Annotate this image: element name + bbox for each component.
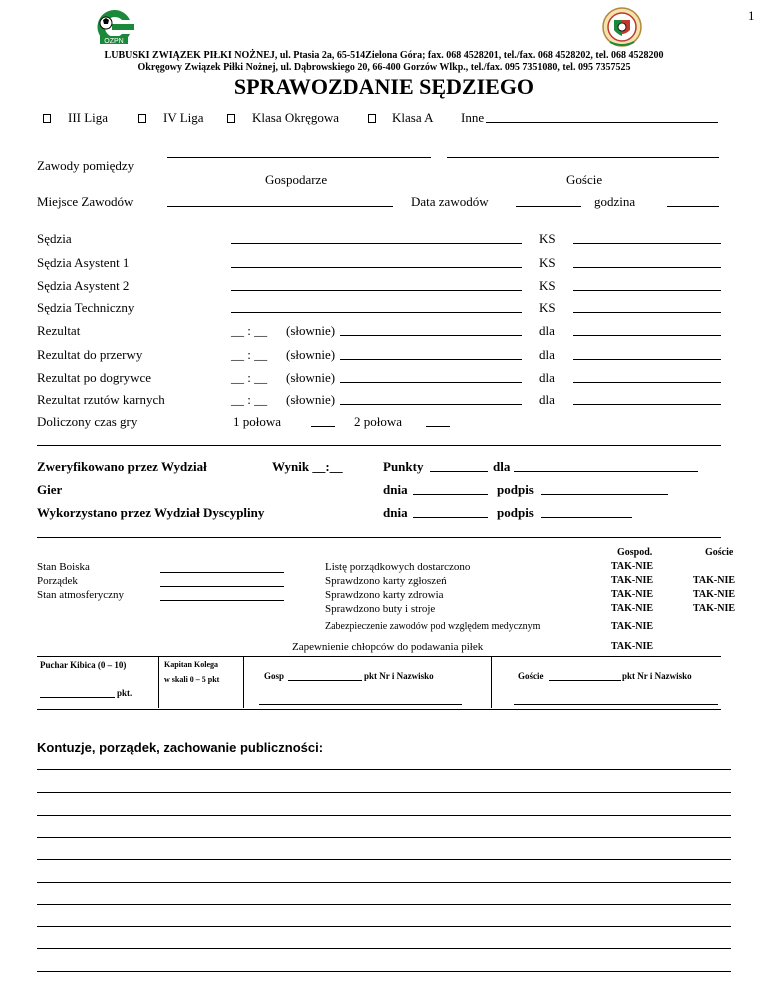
half1-field[interactable] — [311, 426, 335, 427]
godzina-field[interactable] — [667, 206, 719, 207]
godzina-label: godzina — [594, 194, 636, 209]
injuries-field-line[interactable] — [37, 926, 731, 927]
goscie-rating-name-field[interactable] — [514, 704, 718, 705]
punkty-dla-label: dla — [493, 459, 511, 474]
lzpn-crest-logo — [600, 6, 644, 48]
sedzia-label: Sędzia — [37, 231, 72, 246]
check-label-buty: Sprawdzono buty i stroje — [325, 603, 436, 615]
stan-boiska-label: Stan Boiska — [37, 561, 90, 573]
asystent2-field[interactable] — [231, 290, 522, 291]
gosp-rating-label: Gosp — [264, 671, 285, 681]
data-label: Data zawodów — [411, 194, 489, 209]
check-gosc-buty[interactable]: TAK-NIE — [693, 603, 736, 614]
injuries-field-line[interactable] — [37, 948, 731, 949]
karne-slownie: (słownie) — [286, 392, 336, 407]
przerwa-slownie-field[interactable] — [340, 359, 522, 360]
karne-dla: dla — [539, 392, 555, 407]
medical-value[interactable]: TAK-NIE — [611, 621, 654, 632]
punkty-label: Punkty — [383, 459, 424, 474]
gospod-header: Gospod. — [617, 547, 653, 558]
kapitan-scale-label: w skali 0 – 5 pkt — [164, 675, 220, 684]
zawody-label: Zawody pomiędzy — [37, 158, 135, 173]
header-line-2: Okręgowy Związek Piłki Nożnej, ul. Dąbrowskiego 20, 66-400 Gorzów Wlkp., tel./fax. 095 7351080, tel. 095 7357525 — [137, 62, 631, 73]
injuries-field-line[interactable] — [37, 815, 731, 816]
divider — [37, 537, 721, 538]
goscie-field[interactable] — [447, 157, 719, 158]
miejsce-label: Miejsce Zawodów — [37, 194, 134, 209]
ballboys-value[interactable]: TAK-NIE — [611, 641, 654, 652]
przerwa-score[interactable]: __ : __ — [231, 347, 268, 362]
rezultat-dla-field[interactable] — [573, 335, 721, 336]
rezultat-slownie-field[interactable] — [340, 335, 522, 336]
puchar-pkt-label: pkt. — [117, 688, 133, 698]
check-gosc-karty-zdrowia[interactable]: TAK-NIE — [693, 589, 736, 600]
league-checkbox-iv-liga[interactable] — [138, 114, 146, 123]
league-checkbox-iii-liga[interactable] — [43, 114, 51, 123]
kapitan-label: Kapitan Kolega — [164, 660, 219, 669]
ozpn-logo — [92, 8, 136, 46]
doliczony-label: Doliczony czas gry — [37, 414, 138, 429]
przerwa-dla-field[interactable] — [573, 359, 721, 360]
zweryfikowano-label: Zweryfikowano przez Wydział — [37, 459, 207, 474]
punkty-dla-field[interactable] — [514, 471, 698, 472]
gospodarze-label: Gospodarze — [265, 172, 328, 187]
goscie-rating-pkt-field[interactable] — [549, 680, 621, 681]
check-gosp-karty-zgloszen[interactable]: TAK-NIE — [611, 575, 654, 586]
karne-score[interactable]: __ : __ — [231, 392, 268, 407]
stan-boiska-field[interactable] — [160, 572, 284, 573]
league-checkbox-klasa-okregowa[interactable] — [227, 114, 235, 123]
asystent1-ks-field[interactable] — [573, 267, 721, 268]
dnia1-field[interactable] — [413, 494, 488, 495]
inne-field[interactable] — [486, 122, 718, 123]
injuries-field-line[interactable] — [37, 792, 731, 793]
check-label-porzadkowi: Listę porządkowych dostarczono — [325, 561, 471, 573]
dnia2-field[interactable] — [413, 517, 488, 518]
sedzia-ks-field[interactable] — [573, 243, 721, 244]
asystent1-ks-label: KS — [539, 255, 556, 270]
rezultat-score[interactable]: __ : __ — [231, 323, 268, 338]
dogrywka-dla-field[interactable] — [573, 382, 721, 383]
podpis2-label: podpis — [497, 505, 534, 520]
porzadek-field[interactable] — [160, 586, 284, 587]
dnia1-label: dnia — [383, 482, 408, 497]
half2-field[interactable] — [426, 426, 450, 427]
page-title: SPRAWOZDANIE SĘDZIEGO — [233, 74, 535, 99]
league-label-klasa-okregowa: Klasa Okręgowa — [252, 110, 339, 125]
injuries-field-line[interactable] — [37, 837, 731, 838]
stan-atmosferyczny-field[interactable] — [160, 600, 284, 601]
half1-label: 1 połowa — [233, 414, 282, 429]
dogrywka-score[interactable]: __ : __ — [231, 370, 268, 385]
podpis1-field[interactable] — [541, 494, 668, 495]
rezultat-slownie: (słownie) — [286, 323, 336, 338]
goscie-label: Goście — [566, 172, 603, 187]
check-gosp-karty-zdrowia[interactable]: TAK-NIE — [611, 589, 654, 600]
injuries-label: Kontuzje, porządek, zachowanie publiczności: — [37, 740, 324, 755]
rezultat-label: Rezultat — [37, 323, 81, 338]
punkty-field[interactable] — [430, 471, 488, 472]
svg-text:OZPN: OZPN — [104, 38, 124, 45]
wynik-label[interactable]: Wynik __:__ — [272, 459, 343, 474]
injuries-field-line[interactable] — [37, 971, 731, 972]
przerwa-label: Rezultat do przerwy — [37, 347, 143, 362]
wykorzystano-label: Wykorzystano przez Wydział Dyscypliny — [37, 505, 265, 520]
ballboys-label: Zapewnienie chłopców do podawania piłek — [292, 641, 484, 653]
techniczny-field[interactable] — [231, 312, 522, 313]
league-label-iv-liga: IV Liga — [163, 110, 204, 125]
techniczny-label: Sędzia Techniczny — [37, 300, 135, 315]
dnia2-label: dnia — [383, 505, 408, 520]
half2-label: 2 połowa — [354, 414, 403, 429]
league-checkbox-klasa-a[interactable] — [368, 114, 376, 123]
divider — [37, 445, 721, 446]
gosp-rating-pkt-label: pkt Nr i Nazwisko — [364, 671, 434, 681]
league-label-iii-liga: III Liga — [68, 110, 109, 125]
gosp-rating-name-field[interactable] — [259, 704, 462, 705]
dogrywka-slownie: (słownie) — [286, 370, 336, 385]
data-field[interactable] — [516, 206, 581, 207]
techniczny-ks-field[interactable] — [573, 312, 721, 313]
league-label-klasa-a: Klasa A — [392, 110, 434, 125]
stan-atmosferyczny-label: Stan atmosferyczny — [37, 589, 125, 601]
miejsce-field[interactable] — [167, 206, 393, 207]
check-gosp-porzadkowi[interactable]: TAK-NIE — [611, 561, 654, 572]
puchar-kibica-label: Puchar Kibica (0 – 10) — [40, 660, 127, 670]
goscie-rating-label: Goście — [518, 671, 544, 681]
dogrywka-label: Rezultat po dogrywce — [37, 370, 152, 385]
gosp-rating-pkt-field[interactable] — [288, 680, 362, 681]
podpis2-field[interactable] — [541, 517, 632, 518]
goscie-header: Goście — [705, 547, 734, 558]
inne-label: Inne — [461, 110, 485, 125]
asystent2-ks-label: KS — [539, 278, 556, 293]
karne-dla-field[interactable] — [573, 404, 721, 405]
divider — [243, 656, 244, 708]
check-label-karty-zdrowia: Sprawdzono karty zdrowia — [325, 589, 444, 601]
page-number: 1 — [748, 8, 755, 23]
gospodarze-field[interactable] — [167, 157, 431, 158]
asystent1-field[interactable] — [231, 267, 522, 268]
asystent2-label: Sędzia Asystent 2 — [37, 278, 130, 293]
check-gosp-buty[interactable]: TAK-NIE — [611, 603, 654, 614]
przerwa-slownie: (słownie) — [286, 347, 336, 362]
check-label-karty-zgloszen: Sprawdzono karty zgłoszeń — [325, 575, 447, 587]
przerwa-dla: dla — [539, 347, 555, 362]
header-line-1: LUBUSKI ZWIĄZEK PIŁKI NOŻNEJ, ul. Ptasia 2a, 65-514Zielona Góra; fax. 068 4528201, tel./fax. 068 4528202, tel. 068 4528200 — [104, 50, 664, 61]
sedzia-field[interactable] — [231, 243, 522, 244]
rezultat-dla: dla — [539, 323, 555, 338]
medical-label: Zabezpieczenie zawodów pod względem medycznym — [325, 621, 541, 632]
podpis1-label: podpis — [497, 482, 534, 497]
goscie-rating-pkt-label: pkt Nr i Nazwisko — [622, 671, 692, 681]
dogrywka-dla: dla — [539, 370, 555, 385]
gier-label: Gier — [37, 482, 63, 497]
injuries-field-line[interactable] — [37, 859, 731, 860]
karne-label: Rezultat rzutów karnych — [37, 392, 165, 407]
asystent2-ks-field[interactable] — [573, 290, 721, 291]
injuries-field-line[interactable] — [37, 904, 731, 905]
divider — [158, 656, 159, 708]
asystent1-label: Sędzia Asystent 1 — [37, 255, 130, 270]
check-gosc-karty-zgloszen[interactable]: TAK-NIE — [693, 575, 736, 586]
karne-slownie-field[interactable] — [340, 404, 522, 405]
sedzia-ks-label: KS — [539, 231, 556, 246]
injuries-field-line[interactable] — [37, 769, 731, 770]
divider — [491, 656, 492, 708]
rating-box — [37, 656, 721, 710]
techniczny-ks-label: KS — [539, 300, 556, 315]
porzadek-label: Porządek — [37, 575, 78, 587]
dogrywka-slownie-field[interactable] — [340, 382, 522, 383]
puchar-kibica-field[interactable] — [40, 697, 115, 698]
injuries-field-line[interactable] — [37, 882, 731, 883]
